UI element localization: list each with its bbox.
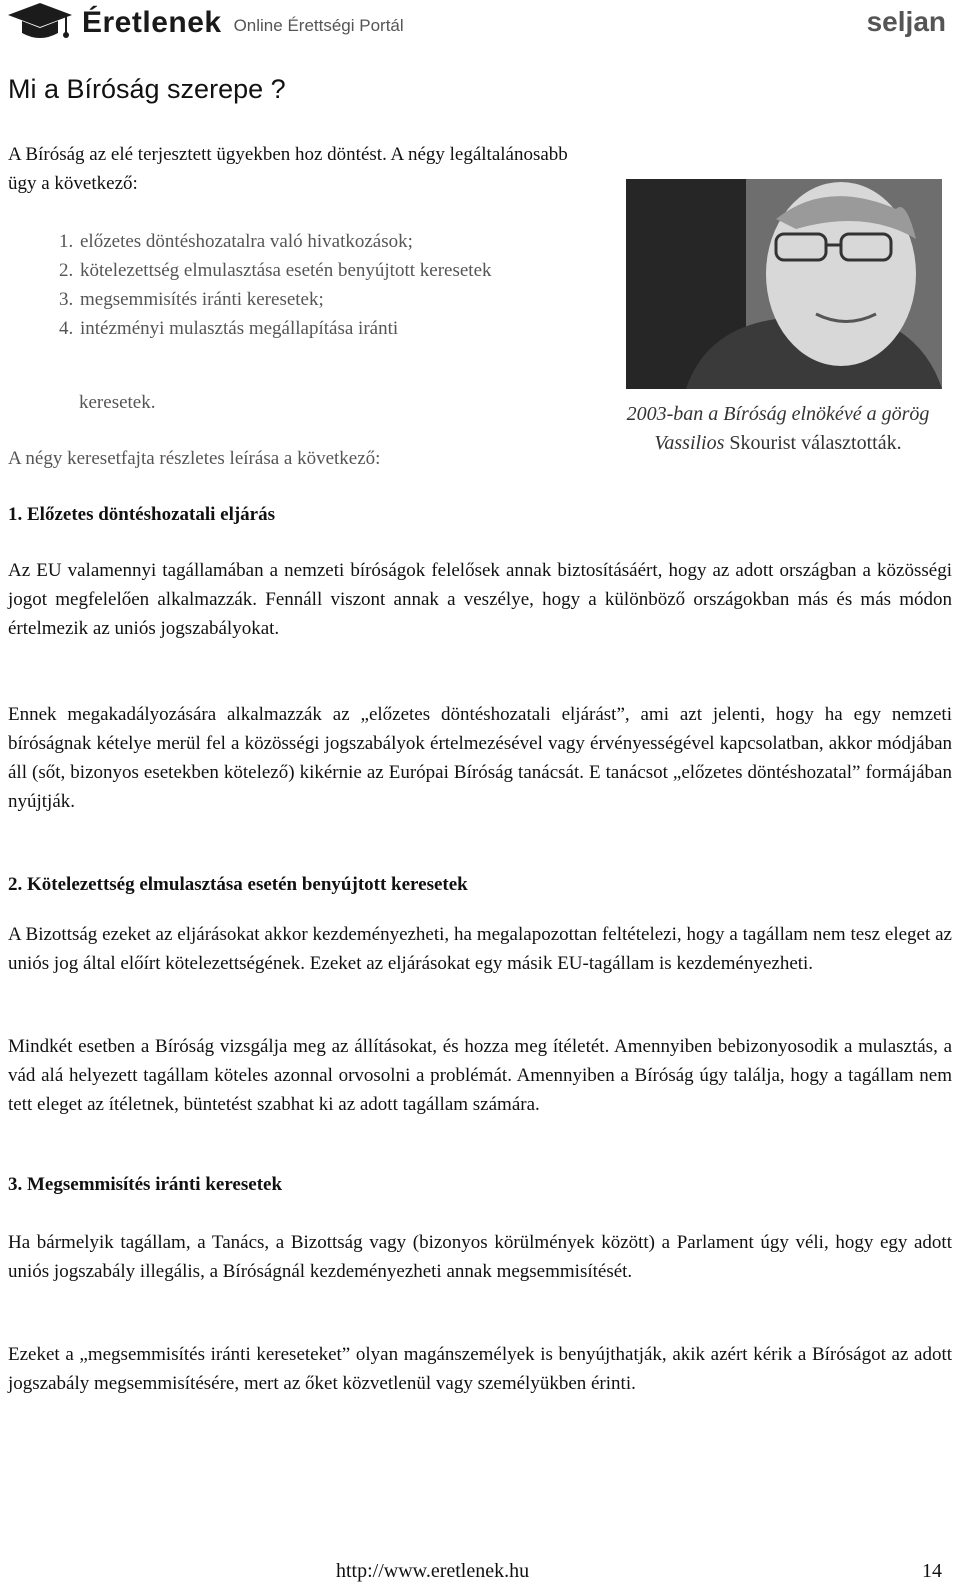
page-number: 14 [922,1560,942,1582]
section-2-paragraph-2: Mindkét esetben a Bíróság vizsgálja meg az állításokat, és hozza meg ítéletét. Amennyiben bebizonyosodik a mulasztás, a vád alá helyezett tagállam köteles azonnal orvosolni a problémát. Amennyiben a Bíróság úgy találja, hogy a tagállam nem tett eleget az ítéletnek, büntetést szabhat ki az adott tagállam számára. [8,1036,952,1115]
section-2-heading: 2. Kötelezettség elmulasztása esetén benyújtott keresetek [8,874,468,895]
lead-text: A négy keresetfajta részletes leírása a következő: [8,448,381,469]
section-1-paragraph-1: Az EU valamennyi tagállamában a nemzeti bíróságok felelősek annak biztosításáért, hogy az adott országban a közösségi jogot megfelelően alkalmazzák. Fennáll viszont annak a veszélye, hogy a különböző országokban más és más módon értelmezik az uniós jogszabályokat. [8,560,952,639]
brand-tagline: Online Érettségi Portál [233,16,404,35]
caption-normal: Skourist választották. [729,432,902,454]
section-3-heading: 3. Megsemmisítés iránti keresetek [8,1174,283,1195]
list-item: 1. előzetes döntéshozatalra való hivatkozások; [78,227,598,256]
list-item: 2. kötelezettség elmulasztása esetén benyújtott keresetek [78,256,598,285]
section-1-paragraph-2: Ennek megakadályozására alkalmazzák az „előzetes döntéshozatali eljárást”, ami azt jelenti, hogy ha egy nemzeti bíróságnak kételye merül fel a közösségi jogszabályok értelmezésével vagy érvényességével kapcsolatban, akkor módjában áll (sőt, bizonyos esetekben kötelező) kikérnie az Európai Bíróság tanácsát. E tanácsot „előzetes döntéshozatal” formájában nyújtják. [8,704,952,812]
photo-caption [622,400,934,458]
section-3-paragraph-2: Ezeket a „megsemmisítés iránti kereseteket” olyan magánszemélyek is benyújthatják, akik azért kérik a Bíróságot az adott jogszabály megsemmisítésére, mert az őket közvetlenül vagy személyükben érinti. [8,1344,952,1394]
list-continuation: keresetek. [79,392,156,413]
list-item: 4. intézményi mulasztás megállapítása iránti [78,314,598,343]
brand-name: Éretlenek [82,6,222,39]
page-title: Mi a Bíróság szerepe ? [8,74,286,104]
intro-text: A Bíróság az elé terjesztett ügyekben hoz döntést. A négy legáltalánosabb ügy a következő: [8,144,568,194]
case-type-list [38,227,598,343]
footer-link[interactable]: http://www.eretlenek.hu [336,1560,530,1582]
caption-italic: 2003-ban a Bíróság elnökévé a görög Vassilios [626,403,930,454]
section-1-heading: 1. Előzetes döntéshozatali eljárás [8,504,276,525]
president-photo [626,179,942,389]
section-3-paragraph-1: Ha bármelyik tagállam, a Tanács, a Bizottság vagy (bizonyos körülmények között) a Parlament úgy véli, hogy egy adott uniós jogszabály illegális, a Bíróságnál kezdeményezheti annak megsemmisítését. [8,1232,952,1282]
section-2-paragraph-1: A Bizottság ezeket az eljárásokat akkor kezdeményezheti, ha megalapozottan feltételezi, hogy a tagállam nem tesz eleget az uniós jog által előírt kötelezettségének. Ezeket az eljárásokat egy másik EU-tagállam is kezdeményezheti. [8,924,952,974]
list-item: 3. megsemmisítés iránti keresetek; [78,285,598,314]
partner-logo[interactable]: seljan [866,6,946,37]
site-logo[interactable] [6,0,404,46]
graduation-cap-icon [6,0,76,48]
